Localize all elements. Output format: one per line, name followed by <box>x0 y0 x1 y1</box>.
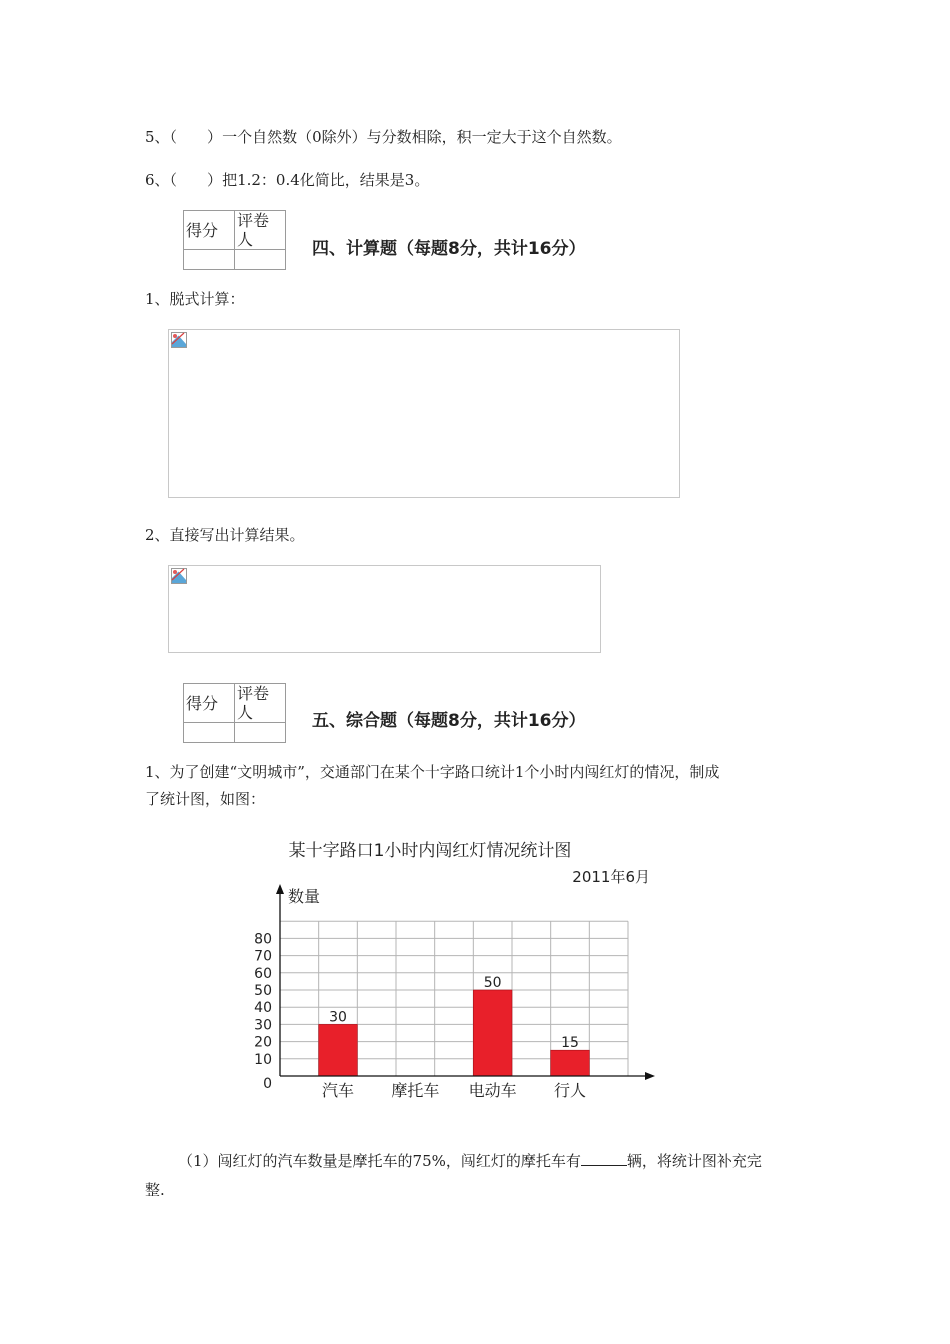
grader-cell[interactable] <box>235 250 286 270</box>
question-5 <box>145 127 622 147</box>
y-tick-label: 30 <box>254 1017 272 1034</box>
y-tick-label: 10 <box>254 1051 272 1068</box>
grader-label: 评卷人 <box>235 211 286 250</box>
x-axis-arrow <box>645 1072 655 1080</box>
grader-cell[interactable] <box>235 723 286 743</box>
broken-image-icon <box>171 568 187 584</box>
y-tick-label: 0 <box>263 1076 272 1092</box>
broken-image-icon <box>171 332 187 348</box>
bar-chart <box>240 832 680 1102</box>
x-tick-label: 电动车 <box>468 1081 517 1100</box>
image-placeholder-2 <box>168 565 601 653</box>
data-label: 50 <box>483 975 502 991</box>
y-tick-label: 50 <box>254 983 272 999</box>
section5-subquestion-1 <box>178 1151 762 1171</box>
bar-4 <box>551 1050 590 1076</box>
score-table-section5 <box>183 683 286 743</box>
section5-title: 五、综合题（每题8分，共计16分） <box>312 711 586 731</box>
answer-bracket: （ ） <box>169 171 223 189</box>
x-tick-label: 汽车 <box>321 1081 355 1100</box>
score-label: 得分 <box>184 684 235 723</box>
chart-title: 某十字路口1小时内闯红灯情况统计图 <box>288 841 572 861</box>
chart-labels <box>254 931 586 1100</box>
bar-1 <box>319 1024 358 1076</box>
x-tick-label: 行人 <box>553 1081 587 1100</box>
score-cell[interactable] <box>184 723 235 743</box>
score-cell[interactable] <box>184 250 235 270</box>
chart-subtitle: 2011年6月 <box>572 868 650 886</box>
question-text: 一个自然数（0除外）与分数相除，积一定大于这个自然数。 <box>222 128 622 146</box>
y-axis-arrow <box>276 884 284 894</box>
image-placeholder-1 <box>168 329 680 498</box>
score-table-section4 <box>183 210 286 270</box>
chart-bars <box>319 990 590 1076</box>
answer-bracket: （ ） <box>169 128 223 146</box>
section5-question-1-line2: 了统计图，如图： <box>145 790 266 808</box>
grader-label: 评卷人 <box>235 684 286 723</box>
subquestion-text-b: 辆，将统计图补充完 <box>626 1152 762 1170</box>
score-label: 得分 <box>184 211 235 250</box>
x-tick-label: 摩托车 <box>391 1081 440 1100</box>
question-6 <box>145 170 429 190</box>
data-label: 30 <box>329 1009 347 1026</box>
section4-question-1: 1、脱式计算： <box>145 290 245 308</box>
answer-blank[interactable] <box>581 1151 627 1166</box>
section4-title: 四、计算题（每题8分，共计16分） <box>312 239 586 259</box>
y-tick-label: 70 <box>254 948 272 965</box>
section5-subquestion-1-cont: 整. <box>145 1181 165 1199</box>
y-tick-label: 80 <box>254 931 272 948</box>
y-tick-label: 20 <box>254 1034 272 1051</box>
y-tick-label: 60 <box>254 965 272 982</box>
y-tick-label: 40 <box>254 1000 272 1017</box>
subquestion-text-a: （1）闯红灯的汽车数量是摩托车的75%，闯红灯的摩托车有 <box>178 1152 581 1170</box>
bar-3 <box>473 990 512 1076</box>
section4-question-2: 2、直接写出计算结果。 <box>145 526 305 544</box>
question-number: 6、 <box>145 171 170 189</box>
question-number: 5、 <box>145 128 170 146</box>
question-text: 把1.2：0.4化简比，结果是3。 <box>222 171 430 189</box>
data-label: 15 <box>561 1035 579 1052</box>
section5-question-1-line1: 1、为了创建“文明城市”，交通部门在某个十字路口统计1个小时内闯红灯的情况，制成 <box>145 763 720 781</box>
y-axis-label: 数量 <box>288 887 321 906</box>
